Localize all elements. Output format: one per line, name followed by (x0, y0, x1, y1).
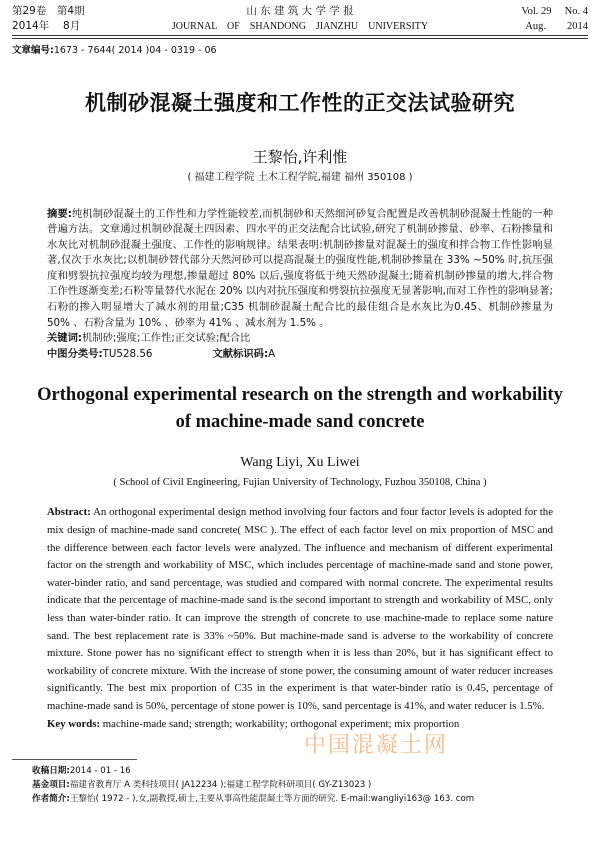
classification: 中图分类号:TU528.56 文献标识码:A (47, 347, 276, 360)
keywords-cn: 关键词:机制砂;强度;工作性;正交试验;配合比 (47, 332, 251, 345)
header-row-2 (12, 19, 588, 34)
keywords-en: Key words: machine-made sand; strength; workability; orthogonal experiment; mix proportion (47, 717, 460, 730)
authors-cn: 王黎怡,许利惟 (252, 147, 348, 166)
abstract-cn: 摘要:纯机制砂混凝土的工作性和力学性能较差,而机制砂和天然细河砂复合配置是改善机制砂混凝土性能的一种普遍方法。文章通过机制砂混凝土四因素、四水平的正交法配合比试验,研究了机制砂掺量、砂率、石粉掺量和水灰比对机制砂混凝土强度、工作性的影响规律。结果表明:机制砂掺量对混凝土的强度和拌合物工作性影响显著,仅次于水灰比;以机制砂替代部分天然河砂可以提高混凝土的强度性能,机制砂掺量在 33% ~50% 时,抗压强度和劈裂抗拉强度均较为理想,掺量超过 80% 以后,强度将低于纯天然砂混凝土;随着机制砂掺量的增大,拌合物工作性逐渐变差;石粉等量替代水泥在 20% 以内对抗压强度和劈裂抗拉强度无显著影响,而对工作性的影响显著;石粉的掺入明显增大了减水剂的用量;C35 机制砂混凝土配合比的最佳组合是水灰比为0.45、机制砂掺量为 50% 、石粉含量为 10% 、砂率为 41% 、减水剂为 1.5% 。 (47, 207, 553, 329)
affiliation-cn: ( 福建工程学院 土木工程学院,福建 福州 350108 ) (187, 171, 413, 183)
header-row-1 (12, 4, 588, 19)
watermark-logo: 中国混凝土网 (303, 733, 448, 759)
footnote-author: 作者简介:王黎怡( 1972 - ),女,副教授,硕士,主要从事高性能混凝土等方面的研究. E-mail:wangliyi163@ 163. com (32, 794, 475, 805)
article-number: 文章编号:1673 - 7644( 2014 )04 - 0319 - 06 (12, 44, 217, 56)
date-en: Aug. 2014 (525, 21, 588, 32)
affiliation-en: ( School of Civil Engineering, Fujian University of Technology, Fuzhou 350108, China ) (113, 477, 487, 489)
volume-issue-cn: 第29卷 第4期 (12, 5, 85, 17)
journal-name-cn: 山 东 建 筑 大 学 学 报 (246, 5, 354, 17)
footnote-received: 收稿日期:2014 - 01 - 16 (32, 766, 131, 777)
title-cn: 机制砂混凝土强度和工作性的正交法试验研究 (85, 90, 515, 115)
footnote-funding: 基金项目:福建省教育厅 A 类科技项目( JA12234 );福建工程学院科研项目( GY-Z13023 ) (32, 780, 372, 791)
title-en: Orthogonal experimental research on the strength and workability of machine-made sand concrete (37, 385, 563, 433)
abstract-en: Abstract: An orthogonal experimental design method involving four factors and four factor levels is adopted for the mix design of machine-made sand concrete( MSC ). The effect of each factor level on mix proportion of MSC and the difference between each factor levels were analyzed. The influence and mechanism of different experimental factor on the strength and workability of MSC, which includes percentage of machine-made sand and stone power, water-binder ratio, and sand percentage, was studied and compared with normal concrete. The experimental results indicate that the percentage of machine-made sand is the second important to strength and workability of MSC, only less than water-binder ratio. It can improve the strength of concrete to use machine-made to replace some nature sand. The best replacement rate is 33% ~50%. But machine-made sand is adverse to the workability of concrete mixture. Stone power has no significant effect to strength when it is less than 20%, but it has significant effect to workability of concrete mixture. With the increase of stone power, the consuming amount of water reducer increases significantly. The best mix proportion of C35 in the experiment is that water-binder ratio is 0.45, percentage of machine-made sand is 50%, percentage of stone power is 10%, sand percentage is 41%, and water reducer is 1.5%. (47, 506, 553, 712)
volume-issue-en: Vol. 29 No. 4 (521, 6, 588, 17)
date-cn: 2014年 8月 (12, 20, 81, 32)
journal-name-en: JOURNAL OF SHANDONG JIANZHU UNIVERSITY (171, 21, 429, 32)
header-rule-thin (12, 38, 588, 39)
authors-en: Wang Liyi, Xu Liwei (240, 455, 360, 471)
footnote-rule (12, 759, 137, 760)
header-rule (12, 35, 588, 36)
